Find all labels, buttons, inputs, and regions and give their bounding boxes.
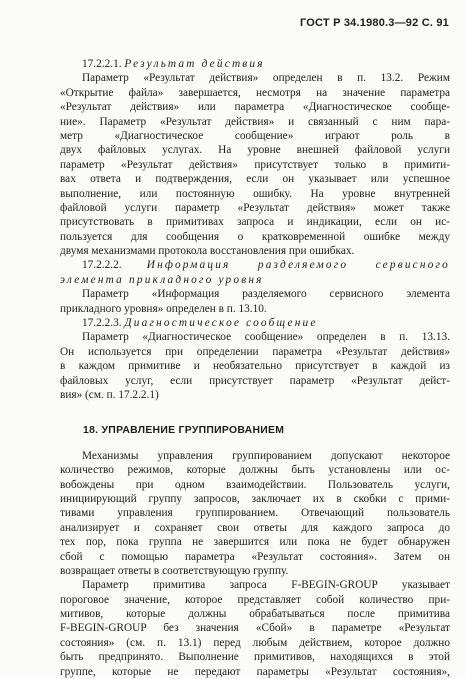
text-line: пользуется для сообщения о кратковременной ошибке между [60,230,450,243]
paragraph-17-2-2-2 [60,287,450,316]
paragraph-18-1 [60,449,450,579]
text-line: вия» (см. п. 17.2.2.1) [60,388,159,401]
text-line: Параметр «Результат действия» определен в п. 13.2. Режим [82,72,450,85]
paragraph-18-2 [60,578,450,679]
subsection-heading-17-2-2-2 [60,258,450,272]
text-line: Параметр «Информация разделяемого сервисного элемента [82,288,450,301]
text-line: Параметр «Диагностическое сообщение» определен в п. 13.13. [82,331,450,344]
text-line: файловых услуг, если присутствует параметр «Результат дейст- [60,374,450,387]
subsection-title: Результат действия [124,58,265,70]
text-line: F-BEGIN-GROUP без значения «Сбой» в параметре «Результат [60,622,450,635]
section-heading-18: 18. УПРАВЛЕНИЕ ГРУППИРОВАНИЕМ [83,425,285,437]
text-line: двумя механизмами протокола восстановления при ошибках. [60,245,355,258]
text-line: присутствовать в примитивах запроса и индикации, если он ис- [60,216,450,229]
text-line: тивами управления группированием. Отвечающий пользователь [60,507,450,520]
subsection-title-continued [60,273,450,287]
text-line: возвращает ответы в соответствующую группу. [60,564,289,577]
subsection-title: Информация разделяемого сервисного [146,259,450,272]
text-line: прикладного уровня» определен в п. 13.10. [60,302,267,315]
text-line: группе, которые не передают параметры «Результат состояния», [60,665,450,678]
text-line: быть предпринято. Выполнение примитивов, находящихся в этой [60,651,450,664]
text-line: состояния» (см. п. 13.1) перед любым действием, которое должно [60,636,450,649]
text-line: Он используется при определении параметра «Результат действия» [60,345,450,358]
text-line: Механизмы управления группированием допускают некоторое [82,449,450,462]
subsection-title: Диагностическое сообщение [124,317,318,330]
text-line: пороговое значение, которое представляет собой количество при- [60,593,450,606]
text-line: анализирует и сохраняет свои ответы для каждого запроса до [60,521,450,534]
text-line: метр «Диагностическое сообщение» играют роль в [60,129,450,142]
subsection-heading-17-2-2-1 [60,57,450,71]
subsection-title: элемента прикладного уровня [60,273,264,286]
text-line: в каждом примитиве и необязательно присутствует в каждой из [60,360,450,373]
text-line: митивов, которые должны обрабатываться после примитива [60,608,450,621]
subsection-number: 17.2.2.2. [82,259,122,272]
text-line: вах ответа и подтверждения, если он указывает или успешное [60,173,450,186]
text-line: тех пор, пока группа не завершится или пока не будет обнаружен [60,536,450,549]
paragraph-17-2-2-3 [60,330,450,402]
text-line: инициирующий группу запросов, заключает их в скобки с прими- [60,492,450,505]
text-line: Параметр примитива запроса F-BEGIN-GROUP указывает [82,579,450,592]
text-line: «Результат действия» или параметра «Диагностическое сообще- [60,101,450,114]
subsection-number: 17.2.2.3. [82,317,122,330]
text-line: сбой с помощью параметра «Результат состояния». Затем он [60,550,450,563]
text-line: количество режимов, которые должны быть установлены или ос- [60,464,450,477]
page-body [60,57,450,679]
text-line: «Открытие файла» завершается, несмотря на значение параметра [60,86,450,99]
text-line: выполнение, или постоянную ошибку. На уровне внутренней [60,187,450,200]
page-header: ГОСТ Р 34.1980.3—92 С. 91 [299,17,449,29]
text-line: ние». Параметр «Результат действия» и связанный с ним пара- [60,115,450,128]
text-line: параметр «Результат действия» присутствует только в примити- [60,158,450,171]
text-line: двух файловых услугах. На уровне внешней файловой услуги [60,144,450,157]
subsection-heading-17-2-2-3 [60,316,450,330]
paragraph-17-2-2-1 [60,71,450,258]
text-line: файловой услуги параметр «Результат действия» может также [60,201,450,214]
subsection-number: 17.2.2.1. [82,58,122,70]
text-line: вобождены при одном взаимодействии. Пользователь услуги, [60,478,450,491]
